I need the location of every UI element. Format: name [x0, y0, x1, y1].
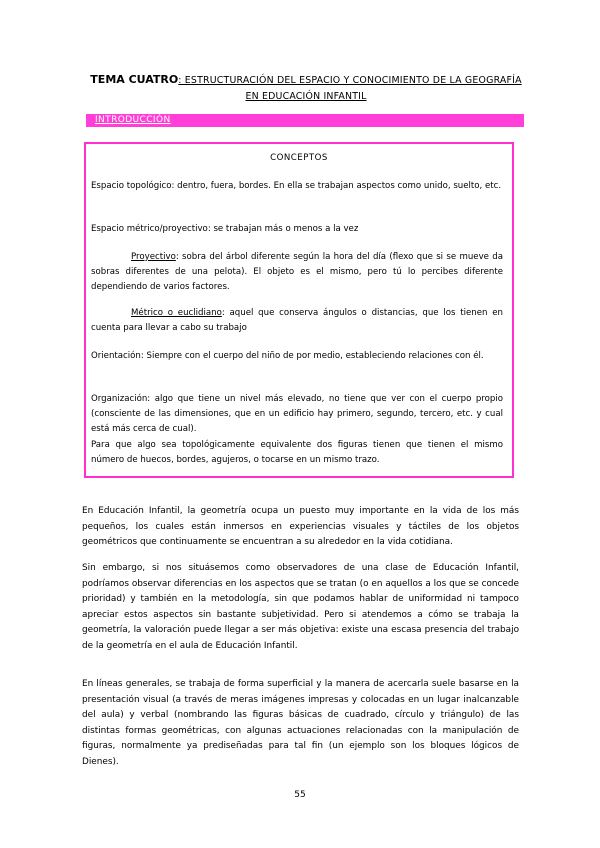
page-number: 55 — [294, 790, 306, 800]
concepts-heading: CONCEPTOS — [270, 153, 328, 163]
chapter-title-line2: EN EDUCACIÓN INFANTIL — [245, 91, 367, 102]
concept-proyectivo — [91, 250, 503, 295]
chapter-title-bold: TEMA CUATRO — [90, 73, 179, 86]
section-header-label: INTRODUCCIÓN — [95, 115, 171, 125]
concept-proyectivo-term: Proyectivo — [131, 252, 176, 262]
body-paragraph-2: Sin embargo, si nos situásemos como observadores de una clase de Educación Infantil, podríamos observar diferencias en los aspectos que se tratan (o en aquellos a los que se concede prioridad) y también en la metodología, sin que podamos hablar de uniformidad ni tampoco apreciar estos aspectos sin bastante subjetividad. Pero si atendemos a cómo se trabaja la geometría, la valoración puede llegar a ser más objetiva: existe una escasa presencia del trabajo de la geometría en el aula de Educación Infantil. — [82, 563, 519, 651]
concepts-box — [84, 142, 514, 478]
concept-metrico: Espacio métrico/proyectivo: se trabajan más o menos a la vez — [91, 224, 359, 234]
chapter-title-rest: : ESTRUCTURACIÓN DEL ESPACIO Y CONOCIMIENTO DE LA GEOGRAFÍA — [178, 75, 522, 86]
concept-orientacion: Orientación: Siempre con el cuerpo del niño de por medio, estableciendo relaciones con él. — [91, 351, 484, 361]
body-paragraph-3: En líneas generales, se trabaja de forma superficial y la manera de acercarla suele basarse en la presentación visual (a través de meras imágenes impresas y colocadas en un lugar inalcanzable del aula) y verbal (nombrando las figuras básicas de cuadrado, círculo y triángulo) de las distintas formas geométricas, con algunas actuaciones relacionadas con la manipulación de figuras, normalmente ya prediseñadas para tal fin (un ejemplo son los bloques lógicos de Dienes). — [82, 679, 519, 767]
chapter-title — [86, 70, 526, 105]
concept-organizacion: Organización: algo que tiene un nivel más elevado, no tiene que ver con el cuerpo propio (consciente de las dimensiones, que en un edificio hay primero, segundo, tercero, etc. y cual está más cerca de cual). — [91, 394, 503, 434]
concept-equivalente: Para que algo sea topológicamente equivalente dos figuras tienen que tienen el mismo número de huecos, bordes, agujeros, o tocarse en un mismo trazo. — [91, 440, 503, 465]
body-paragraph-1: En Educación Infantil, la geometría ocupa un puesto muy importante en la vida de los más pequeños, los cuales están inmersos en experiencias visuales y táctiles de los objetos geométricos que continuamente se encuentran a su alrededor en la vida cotidiana. — [82, 506, 519, 548]
concept-proyectivo-text: : sobra del árbol diferente según la hora del día (flexo que si se mueve da sobras diferentes de una pelota). El objeto es el mismo, pero tú lo percibes diferente dependiendo de varios factores. — [91, 252, 503, 292]
concept-topologico: Espacio topológico: dentro, fuera, bordes. En ella se trabajan aspectos como unido, suelto, etc. — [91, 181, 502, 191]
concept-euclidiano-term: Métrico o euclidiano — [131, 308, 222, 318]
concept-euclidiano-text: : aquel que conserva ángulos o distancias, que los tienen en cuenta para llevar a cabo su trabajo — [91, 308, 503, 333]
section-header-bar — [86, 114, 524, 127]
concept-euclidiano — [91, 306, 503, 336]
